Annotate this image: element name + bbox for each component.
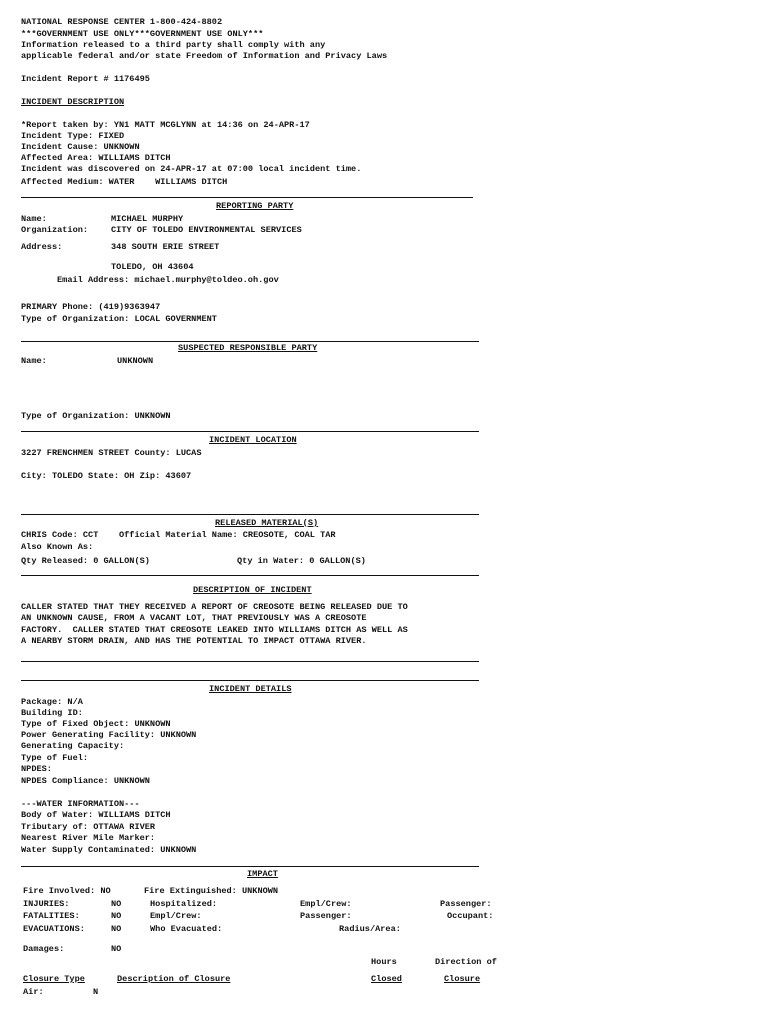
divider: [21, 431, 479, 432]
rp-phone: PRIMARY Phone: (419)9363947: [21, 302, 161, 312]
divider: [21, 575, 479, 576]
injuries-empl-crew-label: Empl/Crew:: [300, 899, 352, 909]
sp-name-label: Name:: [21, 356, 47, 366]
rp-email: Email Address: michael.murphy@toldeo.oh.gov: [57, 275, 279, 285]
reporting-party-heading: REPORTING PARTY: [216, 201, 294, 211]
released-material-heading: RELEASED MATERIAL(S): [215, 518, 319, 528]
chris-code: CHRIS Code: CCT Official Material Name: CREOSOTE, COAL TAR: [21, 530, 336, 540]
evacuations-label: EVACUATIONS:: [23, 924, 85, 934]
details-line: NPDES:: [21, 764, 52, 774]
direction-of-header: Direction of: [435, 957, 497, 967]
closed-header: Closed: [371, 974, 402, 984]
incident-type: Incident Type: FIXED: [21, 131, 125, 141]
damages-label: Damages:: [23, 944, 65, 954]
incident-details-heading: INCIDENT DETAILS: [209, 684, 292, 694]
air-closure-label: Air:: [23, 987, 44, 997]
qty-in-water: Qty in Water: 0 GALLON(S): [237, 556, 366, 566]
rp-name: MICHAEL MURPHY: [111, 214, 184, 224]
description-line: A NEARBY STORM DRAIN, AND HAS THE POTENTIAL TO IMPACT OTTAWA RIVER.: [21, 636, 367, 646]
damages-value: NO: [111, 944, 122, 954]
injuries-passenger-label: Passenger:: [440, 899, 492, 909]
evacuations-value: NO: [111, 924, 122, 934]
injuries-value: NO: [111, 899, 122, 909]
location-city: City: TOLEDO State: OH Zip: 43607: [21, 471, 192, 481]
rp-address-line2: TOLEDO, OH 43604: [111, 262, 194, 272]
description-line: AN UNKNOWN CAUSE, FROM A VACANT LOT, THAT PREVIOUSLY WAS A CREOSOTE: [21, 613, 367, 623]
water-info-line: Water Supply Contaminated: UNKNOWN: [21, 845, 197, 855]
closure-header: Closure: [444, 974, 481, 984]
water-info-line: ---WATER INFORMATION---: [21, 799, 140, 809]
qty-released: Qty Released: 0 GALLON(S): [21, 556, 150, 566]
details-line: Package: N/A: [21, 697, 83, 707]
suspected-party-heading: SUSPECTED RESPONSIBLE PARTY: [178, 343, 318, 353]
closure-description-header: Description of Closure: [117, 974, 231, 984]
divider: [21, 341, 479, 342]
nrc-title: NATIONAL RESPONSE CENTER 1-800-424-8802: [21, 17, 223, 27]
rp-name-label: Name:: [21, 214, 47, 224]
location-street: 3227 FRENCHMEN STREET County: LUCAS: [21, 448, 202, 458]
divider: [21, 661, 479, 662]
hours-header: Hours: [371, 957, 397, 967]
rp-organization: CITY OF TOLEDO ENVIRONMENTAL SERVICES: [111, 225, 302, 235]
water-info-line: Tributary of: OTTAWA RIVER: [21, 822, 156, 832]
government-use-banner: ***GOVERNMENT USE ONLY***GOVERNMENT USE ONLY***: [21, 29, 264, 39]
description-line: CALLER STATED THAT THEY RECEIVED A REPORT OF CREOSOTE BEING RELEASED DUE TO: [21, 602, 408, 612]
description-line: FACTORY. CALLER STATED THAT CREOSOTE LEAKED INTO WILLIAMS DITCH AS WELL AS: [21, 625, 408, 635]
fire-involved: Fire Involved: NO: [23, 886, 111, 896]
radius-area-label: Radius/Area:: [339, 924, 401, 934]
disclaimer-line-2: applicable federal and/or state Freedom of Information and Privacy Laws: [21, 51, 388, 61]
disclaimer-line-1: Information released to a third party shall comply with any: [21, 40, 326, 50]
impact-heading: IMPACT: [247, 869, 278, 879]
details-line: Building ID:: [21, 708, 83, 718]
fatalities-value: NO: [111, 911, 122, 921]
fatalities-passenger-label: Passenger:: [300, 911, 352, 921]
fire-extinguished: Fire Extinguished: UNKNOWN: [144, 886, 279, 896]
rp-address-line1: 348 SOUTH ERIE STREET: [111, 242, 220, 252]
incident-report-number: Incident Report # 1176495: [21, 74, 150, 84]
who-evacuated-label: Who Evacuated:: [150, 924, 223, 934]
also-known-as: Also Known As:: [21, 542, 94, 552]
fatalities-label: FATALITIES:: [23, 911, 80, 921]
rp-address-label: Address:: [21, 242, 63, 252]
rp-org-type: Type of Organization: LOCAL GOVERNMENT: [21, 314, 217, 324]
sp-name: UNKNOWN: [117, 356, 154, 366]
affected-medium: Affected Medium: WATER WILLIAMS DITCH: [21, 177, 228, 187]
divider: [21, 514, 479, 515]
hospitalized-label: Hospitalized:: [150, 899, 218, 909]
details-line: Type of Fixed Object: UNKNOWN: [21, 719, 171, 729]
incident-cause: Incident Cause: UNKNOWN: [21, 142, 140, 152]
occupant-label: Occupant:: [447, 911, 494, 921]
divider: [21, 197, 473, 198]
details-line: Type of Fuel:: [21, 753, 89, 763]
details-line: Generating Capacity:: [21, 741, 125, 751]
water-info-line: Body of Water: WILLIAMS DITCH: [21, 810, 171, 820]
divider: [21, 866, 479, 867]
water-info-line: Nearest River Mile Marker:: [21, 833, 156, 843]
details-line: NPDES Compliance: UNKNOWN: [21, 776, 150, 786]
rp-org-label: Organization:: [21, 225, 89, 235]
description-heading: DESCRIPTION OF INCIDENT: [193, 585, 312, 595]
divider: [21, 680, 479, 681]
discovered-time: Incident was discovered on 24-APR-17 at 07:00 local incident time.: [21, 164, 362, 174]
affected-area: Affected Area: WILLIAMS DITCH: [21, 153, 171, 163]
sp-org-type: Type of Organization: UNKNOWN: [21, 411, 171, 421]
incident-description-heading: INCIDENT DESCRIPTION: [21, 97, 125, 107]
fatalities-empl-crew-label: Empl/Crew:: [150, 911, 202, 921]
closure-type-header: Closure Type: [23, 974, 85, 984]
report-taken-by: *Report taken by: YN1 MATT MCGLYNN at 14:36 on 24-APR-17: [21, 120, 310, 130]
incident-location-heading: INCIDENT LOCATION: [209, 435, 297, 445]
details-line: Power Generating Facility: UNKNOWN: [21, 730, 197, 740]
air-closure-value: N: [93, 987, 99, 997]
injuries-label: INJURIES:: [23, 899, 70, 909]
